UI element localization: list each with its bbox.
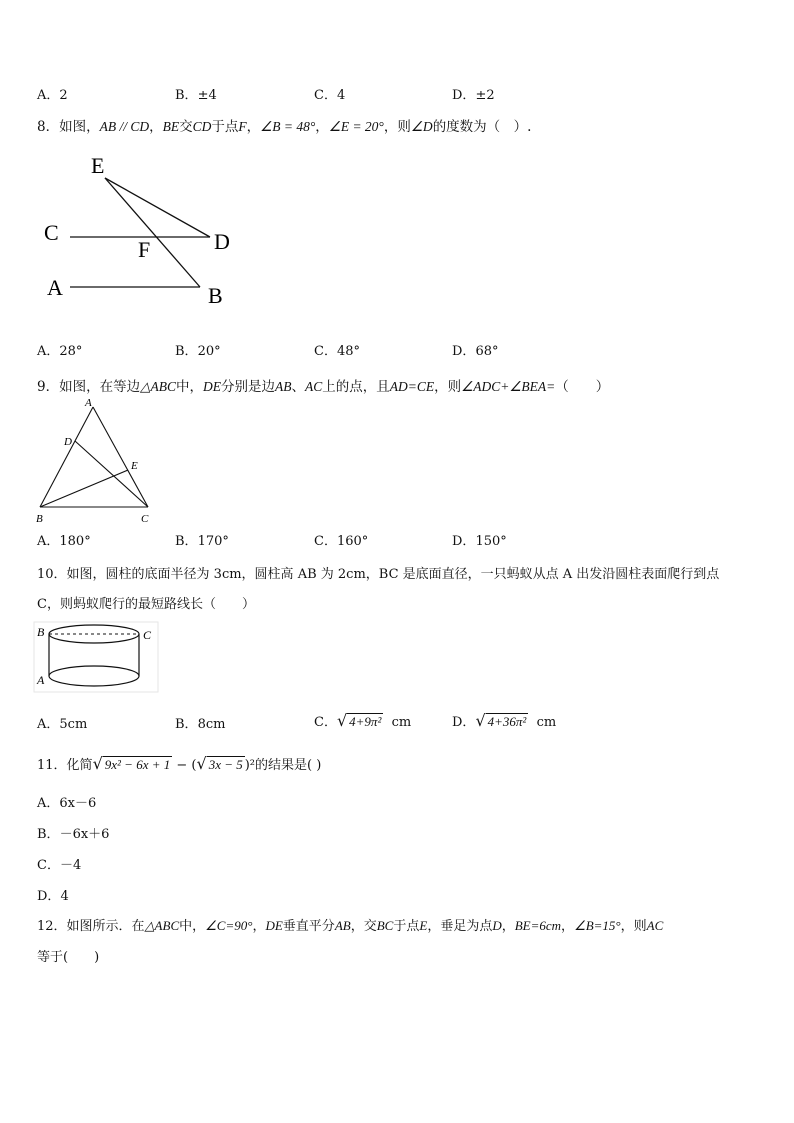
q9-figure bbox=[30, 395, 160, 527]
q11-radical-2: √ 3x − 5 bbox=[196, 754, 243, 773]
q10-label-c: C bbox=[143, 628, 152, 642]
q9-option-c[interactable]: C．160° bbox=[314, 534, 369, 549]
q10-option-d[interactable]: D．√ 4+36π² cm bbox=[452, 711, 557, 730]
q9-label-d: D bbox=[64, 436, 72, 448]
q8-label-e: E bbox=[91, 153, 105, 178]
q8-label-c: C bbox=[44, 220, 59, 245]
q8-line-eb bbox=[105, 178, 200, 287]
q9-side-ab bbox=[40, 407, 93, 507]
q11-stem: 11．化简√ 9x² − 6x + 1 − (√ 3x − 5 )²的结果是( ) bbox=[37, 754, 322, 773]
q8-figure bbox=[30, 145, 260, 315]
q7-option-b[interactable]: B．±4 bbox=[175, 88, 217, 103]
q11-option-c[interactable]: C．－4 bbox=[37, 858, 82, 873]
q9-label-b: B bbox=[36, 513, 43, 525]
q10-option-c[interactable]: C．√ 4+9π² cm bbox=[314, 711, 412, 730]
q9-side-ac bbox=[93, 407, 148, 507]
q7-option-d[interactable]: D．±2 bbox=[452, 88, 495, 103]
q11-option-b[interactable]: B．－6x＋6 bbox=[37, 827, 110, 842]
q7-option-a[interactable]: A．2 bbox=[37, 88, 68, 103]
q8-option-d[interactable]: D．68° bbox=[452, 344, 499, 359]
q9-option-b[interactable]: B．170° bbox=[175, 534, 229, 549]
q8-label-a: A bbox=[47, 275, 63, 300]
q9-label-e: E bbox=[131, 460, 138, 472]
q10-label-b: B bbox=[37, 625, 45, 639]
q10-option-b[interactable]: B．8cm bbox=[175, 717, 226, 732]
q8-line-ed bbox=[105, 178, 210, 237]
q10-stem-line1: 10．如图，圆柱的底面半径为 3cm，圆柱高 AB 为 2cm，BC 是底面直径，一只蚂蚁从点 A 出发沿圆柱表面爬行到点 bbox=[37, 567, 720, 582]
q9-stem: 9．如图，在等边△ABC中，DE分别是边AB、AC上的点，且AD=CE，则∠ADC+∠BEA=（ ） bbox=[37, 379, 610, 395]
q9-label-a: A bbox=[85, 397, 92, 409]
q8-label-b: B bbox=[208, 283, 223, 308]
q8-option-c[interactable]: C．48° bbox=[314, 344, 360, 359]
q9-segment-dc bbox=[75, 441, 148, 507]
q10-option-d-radical: √ 4+36π² bbox=[475, 711, 527, 730]
q9-label-c: C bbox=[141, 513, 149, 525]
q10-label-a: A bbox=[37, 673, 45, 687]
q12-stem-line2: 等于( ) bbox=[37, 950, 100, 965]
q8-option-b[interactable]: B．20° bbox=[175, 344, 221, 359]
q10-bottom-ellipse bbox=[49, 666, 139, 686]
q11-option-d[interactable]: D．4 bbox=[37, 889, 69, 904]
q8-label-f: F bbox=[138, 237, 151, 262]
q12-stem-line1: 12．如图所示．在△ABC中，∠C=90°，DE垂直平分AB，交BC于点E，垂足为点D，BE=6cm，∠B=15°，则AC bbox=[37, 918, 664, 934]
q11-option-a[interactable]: A．6x－6 bbox=[37, 796, 97, 811]
q11-radical-1: √ 9x² − 6x + 1 bbox=[92, 754, 171, 773]
q7-option-c[interactable]: C．4 bbox=[314, 88, 346, 103]
q10-option-c-radical: √ 4+9π² bbox=[336, 711, 382, 730]
q10-option-a[interactable]: A．5cm bbox=[37, 717, 88, 732]
q9-segment-be bbox=[40, 470, 128, 507]
q8-label-d: D bbox=[214, 229, 230, 254]
q9-option-a[interactable]: A．180° bbox=[37, 534, 91, 549]
q10-stem-line2: C，则蚂蚁爬行的最短路线长（ ） bbox=[37, 597, 255, 612]
q9-option-d[interactable]: D．150° bbox=[452, 534, 507, 549]
q10-figure bbox=[30, 620, 162, 696]
q8-stem: 8．如图，AB // CD，BE交CD于点F，∠B = 48°，∠E = 20°，则∠D的度数为（ ）. bbox=[37, 119, 532, 135]
q8-option-a[interactable]: A．28° bbox=[37, 344, 83, 359]
